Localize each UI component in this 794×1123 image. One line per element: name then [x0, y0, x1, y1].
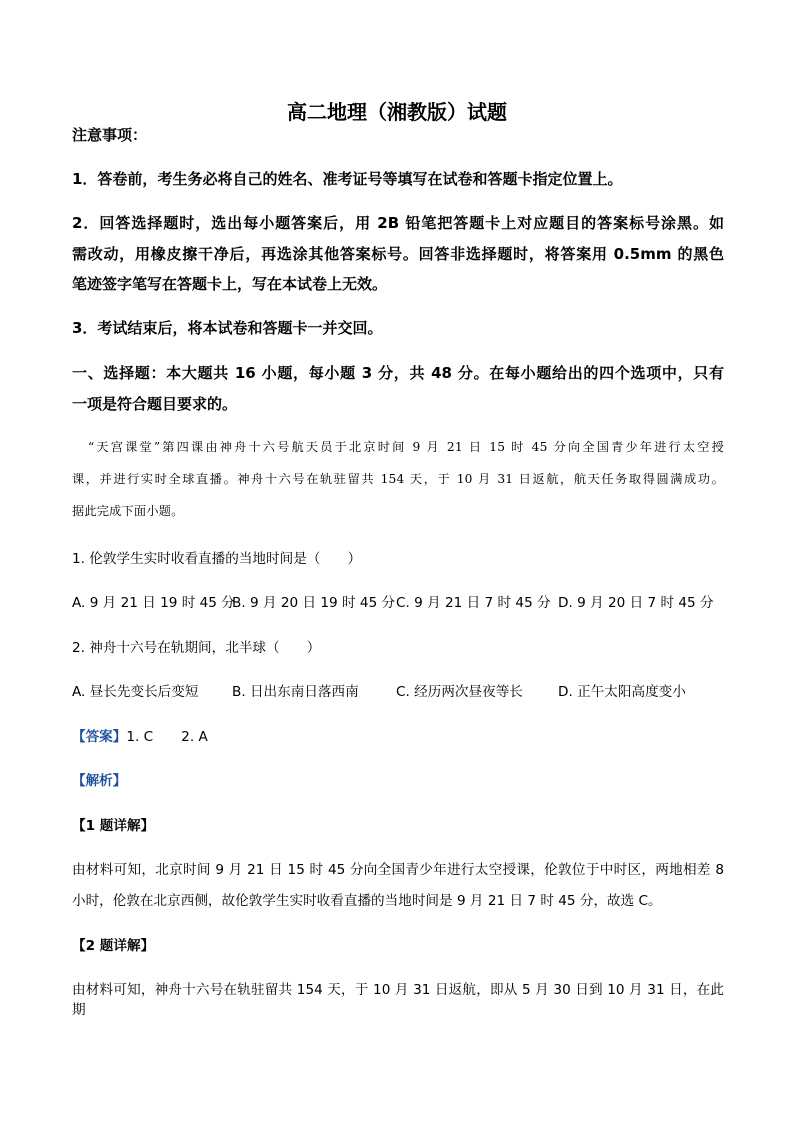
material-line-1: “天宫课堂”第四课由神舟十六号航天员于北京时间 9 月 21 日 15 时 45 分向全国青少年进行太空授 — [88, 440, 724, 454]
detail-2-tag: 【2 题详解】 — [72, 938, 155, 954]
page-title: 高二地理（湘教版）试题 — [287, 100, 507, 124]
question-1-option-d: D. 9 月 20 日 7 时 45 分 — [558, 595, 714, 611]
detail-1-line-2: 小时，伦敦在北京西侧，故伦敦学生实时收看直播的当地时间是 9 月 21 日 7 时 45 分，故选 C。 — [72, 893, 662, 909]
question-2-stem: 2. 神舟十六号在轨期间，北半球（ ） — [72, 640, 321, 656]
question-2-option-d: D. 正午太阳高度变小 — [558, 684, 686, 700]
detail-1-line-1: 由材料可知，北京时间 9 月 21 日 15 时 45 分向全国青少年进行太空授课，伦敦位于中时区，两地相差 8 — [72, 862, 724, 878]
answer-tag: 【答案】 — [72, 729, 127, 745]
detail-2-line-1: 由材料可知，神舟十六号在轨驻留共 154 天，于 10 月 31 日返航，即从 5 月 30 日到 10 月 31 日，在此期 — [72, 982, 724, 1018]
notice-item-2-line-1: 2．回答选择题时，选出每小题答案后，用 2B 铅笔把答题卡上对应题目的答案标号涂黑。如 — [72, 214, 724, 232]
analysis-row — [72, 769, 724, 789]
answer-2: 2. A — [181, 729, 208, 745]
answer-1: 1. C — [126, 729, 154, 745]
answer-row — [72, 725, 724, 745]
section-heading-line-1: 一、选择题：本大题共 16 小题，每小题 3 分，共 48 分。在每小题给出的四个选项中，只有 — [72, 364, 724, 382]
section-heading-line-2: 一项是符合题目要求的。 — [72, 395, 238, 413]
question-1-option-b: B. 9 月 20 日 19 时 45 分 — [232, 595, 396, 611]
question-1-option-c: C. 9 月 21 日 7 时 45 分 — [396, 595, 551, 611]
notice-item-3: 3．考试结束后，将本试卷和答题卡一并交回。 — [72, 319, 383, 337]
question-2-option-c: C. 经历两次昼夜等长 — [396, 684, 523, 700]
notice-heading: 注意事项： — [72, 126, 148, 144]
detail-2-heading — [72, 934, 724, 954]
question-1-option-a: A. 9 月 21 日 19 时 45 分 — [72, 595, 235, 611]
question-2-option-a: A. 昼长先变长后变短 — [72, 684, 199, 700]
material-line-2: 课，并进行实时全球直播。神舟十六号在轨驻留共 154 天，于 10 月 31 日返航，航天任务取得圆满成功。 — [72, 472, 724, 486]
notice-item-1: 1．答卷前，考生务必将自己的姓名、准考证号等填写在试卷和答题卡指定位置上。 — [72, 170, 623, 188]
analysis-tag: 【解析】 — [72, 773, 127, 789]
detail-1-tag: 【1 题详解】 — [72, 818, 155, 834]
detail-1-heading — [72, 814, 724, 834]
notice-item-2-line-2: 需改动，用橡皮擦干净后，再选涂其他答案标号。回答非选择题时，将答案用 0.5mm 的黑色 — [72, 245, 724, 263]
notice-item-2-line-3: 笔迹签字笔写在答题卡上，写在本试卷上无效。 — [72, 275, 388, 293]
material-line-3: 据此完成下面小题。 — [72, 504, 184, 518]
question-2-option-b: B. 日出东南日落西南 — [232, 684, 359, 700]
question-1-stem: 1. 伦敦学生实时收看直播的当地时间是（ ） — [72, 551, 362, 567]
